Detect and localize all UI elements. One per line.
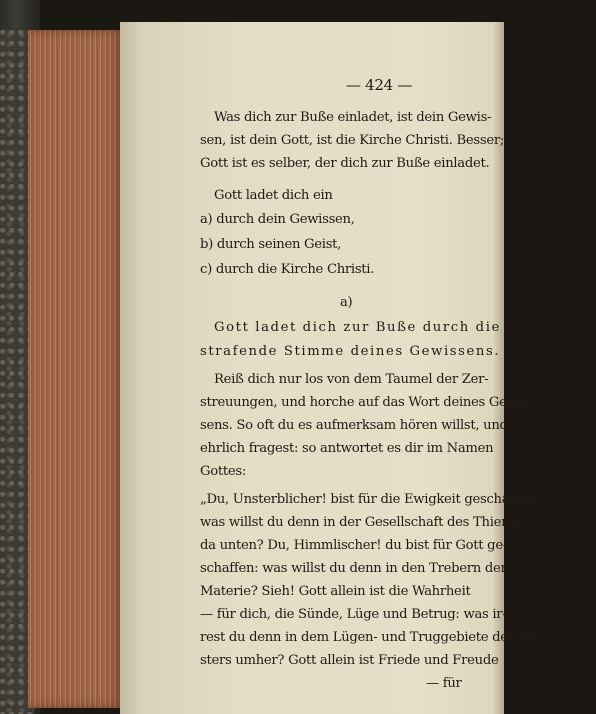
quote-line-2: was willst du denn in der Gesellschaft des Thieres (200, 515, 522, 530)
text-line-2: sen, ist dein Gott, ist die Kirche Christi. Besser; (200, 133, 504, 148)
text-line-13: sens. So oft du es aufmerksam hören willst, und (200, 418, 508, 433)
section-heading-line-1: Gott ladet dich zur Buße durch die (214, 320, 501, 335)
quote-line-4: schaffen: was willst du denn in den Trebern der (200, 561, 507, 576)
list-item-b: b) durch seinen Geist, (200, 237, 342, 252)
text-line-14: ehrlich fragest: so antwortet es dir im Namen (200, 441, 494, 456)
section-heading-line-2: strafende Stimme deines Gewissens. (200, 344, 501, 359)
quote-line-7: rest du denn in dem Lügen- und Truggebiete des La- (200, 630, 539, 645)
text-line-1: Was dich zur Buße einladet, ist dein Gewis- (214, 110, 492, 125)
text-line-11: Reiß dich nur los von dem Taumel der Zer- (214, 372, 489, 387)
quote-line-8: sters umher? Gott allein ist Friede und Freude (200, 653, 499, 668)
text-line-12: streuungen, und horche auf das Wort deines Gewis- (200, 395, 533, 410)
quote-line-3: da unten? Du, Himmlischer! du bist für Gott ge- (200, 538, 507, 553)
book-page (120, 22, 539, 714)
text-line-15: Gottes: (200, 464, 246, 479)
quote-line-5: Materie? Sieh! Gott allein ist die Wahrheit (200, 584, 471, 599)
page-number: — 424 — (346, 76, 413, 94)
section-marker: a) (340, 295, 353, 310)
quote-line-6: — für dich, die Sünde, Lüge und Betrug: was ir- (200, 607, 507, 622)
list-item-a: a) durch dein Gewissen, (200, 212, 355, 227)
catchword: — für (426, 676, 462, 691)
page-edges (28, 30, 124, 708)
list-intro: Gott ladet dich ein (214, 188, 333, 203)
quote-line-1: „Du, Unsterblicher! bist für die Ewigkeit geschaffen, (200, 492, 539, 507)
text-line-3: Gott ist es selber, der dich zur Buße einladet. (200, 156, 490, 171)
list-item-c: c) durch die Kirche Christi. (200, 262, 375, 277)
